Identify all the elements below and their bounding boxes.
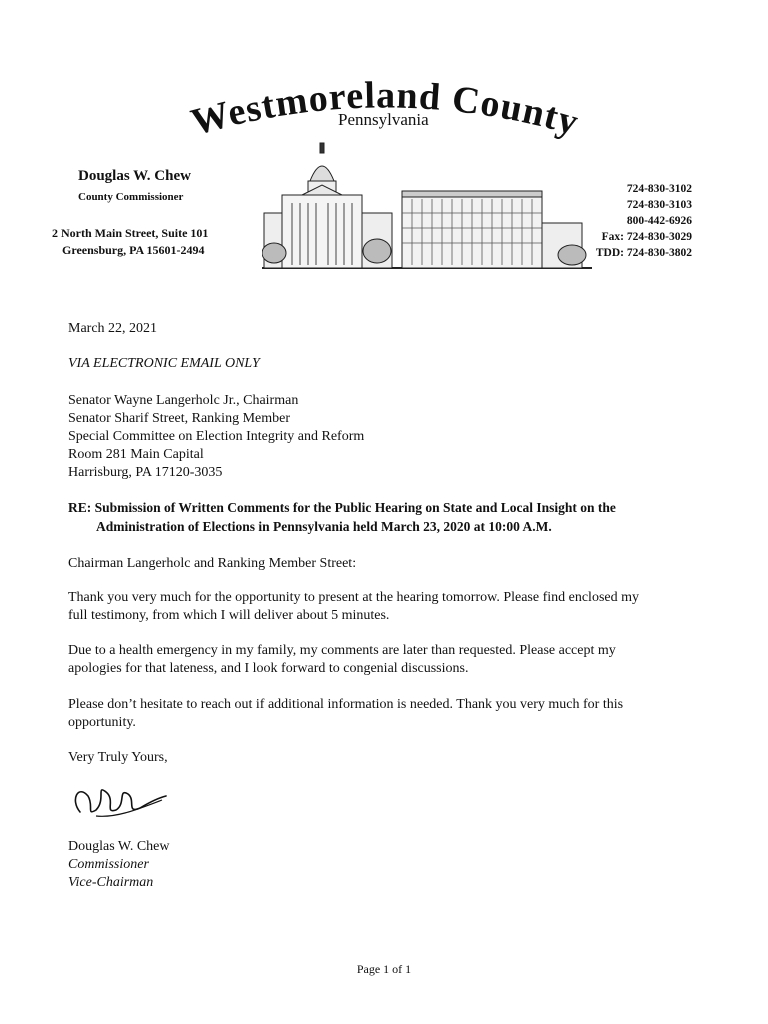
tdd-number: TDD: 724-830-3802 [595, 247, 692, 259]
letterhead-phones [596, 181, 692, 261]
courthouse-illustration [262, 133, 592, 273]
paragraph-2 [68, 642, 708, 678]
subject-line-1: RE: Submission of Written Comments for the Public Hearing on State and Local Insight on the [68, 500, 616, 515]
delivery-method: VIA ELECTRONIC EMAIL ONLY [68, 356, 260, 371]
commissioner-title: County Commissioner [78, 191, 184, 203]
subject-line-2: Administration of Elections in Pennsylvania held March 23, 2020 at 10:00 A.M. [96, 519, 552, 534]
phone-2: 724-830-3103 [626, 199, 692, 211]
address-line-1: 2 North Main Street, Suite 101 [52, 226, 209, 240]
paragraph-line: opportunity. [68, 715, 136, 730]
signature-block [68, 838, 170, 892]
recipient-line: Special Committee on Election Integrity and Reform [68, 429, 365, 444]
paragraph-line: full testimony, from which I will deliver about 5 minutes. [68, 608, 390, 623]
paragraph-line: Please don’t hesitate to reach out if additional information is needed. Thank you very much for this [68, 697, 624, 712]
page-number: Page 1 of 1 [356, 962, 412, 976]
letterhead [0, 0, 768, 300]
address-line-2: Greensburg, PA 15601-2494 [62, 243, 205, 257]
signer-name: Douglas W. Chew [68, 839, 170, 854]
salutation: Chairman Langerholc and Ranking Member Street: [68, 556, 357, 571]
svg-text:Westmoreland County: Westmoreland County [186, 74, 584, 144]
signer-role: Vice-Chairman [68, 875, 154, 890]
subject-line [68, 498, 616, 536]
phone-3: 800-442-6926 [626, 215, 692, 227]
letter-date: March 22, 2021 [68, 321, 158, 336]
recipient-line: Harrisburg, PA 17120-3035 [68, 465, 223, 480]
state-label: Pennsylvania [338, 110, 429, 129]
phone-1: 724-830-3102 [626, 183, 692, 195]
recipient-line: Senator Wayne Langerholc Jr., Chairman [68, 393, 299, 408]
signature [66, 770, 176, 830]
closing: Very Truly Yours, [68, 750, 168, 765]
recipient-line: Room 281 Main Capital [68, 447, 204, 462]
paragraph-line: apologies for that lateness, and I look forward to congenial discussions. [68, 661, 469, 676]
recipient-line: Senator Sharif Street, Ranking Member [68, 411, 291, 426]
paragraph-3 [68, 696, 708, 732]
signer-role: Commissioner [68, 857, 149, 872]
letterhead-left [52, 168, 208, 259]
recipient-address [68, 392, 364, 482]
paragraph-line: Thank you very much for the opportunity to present at the hearing tomorrow. Please find enclosed my [68, 590, 639, 605]
commissioner-name: Douglas W. Chew [78, 168, 191, 184]
paragraph-1 [68, 589, 708, 625]
paragraph-line: Due to a health emergency in my family, my comments are later than requested. Please accept my [68, 643, 616, 658]
fax-number: Fax: 724-830-3029 [601, 231, 692, 243]
